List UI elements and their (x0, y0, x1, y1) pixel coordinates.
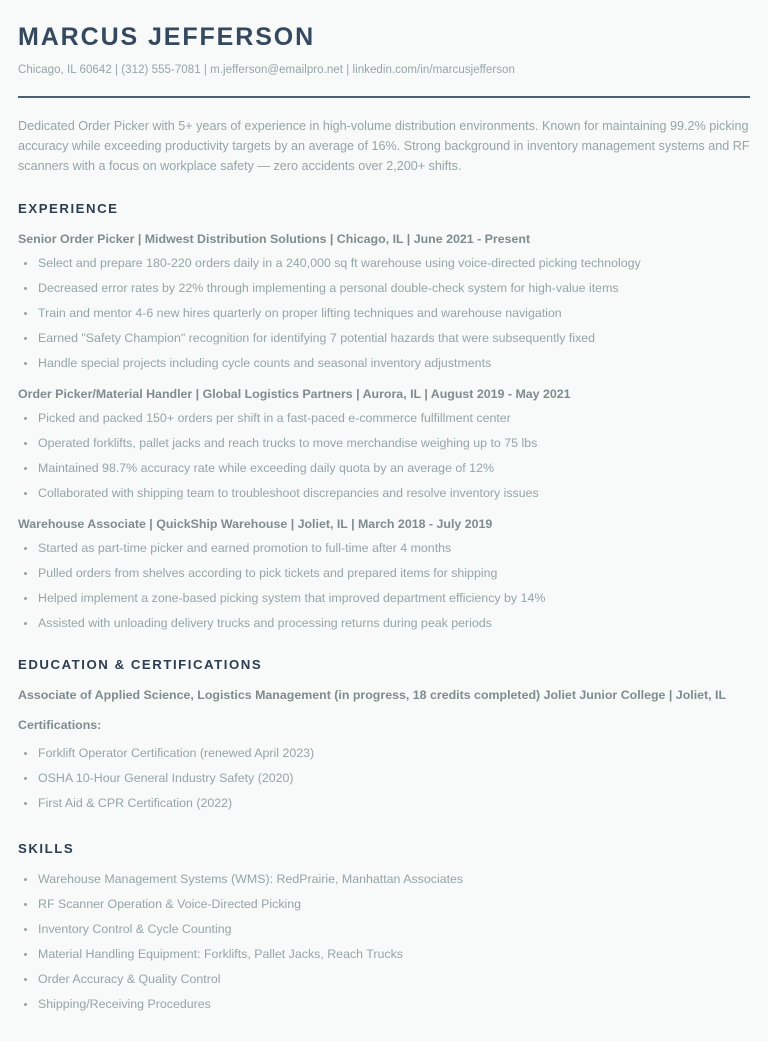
resume-header (18, 22, 750, 98)
list-item: Shipping/Receiving Procedures (18, 996, 750, 1013)
list-item: Order Accuracy & Quality Control (18, 971, 750, 988)
degree-line: Associate of Applied Science, Logistics Management (in progress, 18 credits completed) Joliet Junior College | Joliet, IL (18, 688, 727, 702)
list-item: Material Handling Equipment: Forklifts, Pallet Jacks, Reach Trucks (18, 946, 750, 963)
experience-entry (18, 231, 750, 372)
list-item: Select and prepare 180-220 orders daily in a 240,000 sq ft warehouse using voice-directed picking technology (18, 255, 750, 272)
education-section (18, 656, 750, 812)
list-item: Handle special projects including cycle counts and seasonal inventory adjustments (18, 355, 750, 372)
header-divider (18, 96, 750, 98)
job-heading: Warehouse Associate | QuickShip Warehouse | Joliet, IL | March 2018 - July 2019 (18, 517, 493, 531)
list-item: Inventory Control & Cycle Counting (18, 921, 750, 938)
skills-list (18, 871, 750, 1013)
job-bullet-list (18, 410, 750, 502)
job-heading: Order Picker/Material Handler | Global Logistics Partners | Aurora, IL | August 2019 - May 2021 (18, 387, 571, 401)
experience-entry (18, 516, 750, 632)
list-item: Warehouse Management Systems (WMS): RedPrairie, Manhattan Associates (18, 871, 750, 888)
list-item: Maintained 98.7% accuracy rate while exceeding daily quota by an average of 12% (18, 460, 750, 477)
list-item: Assisted with unloading delivery trucks and processing returns during peak periods (18, 615, 750, 632)
page-title: MARCUS JEFFERSON (18, 23, 316, 51)
section-heading-experience: EXPERIENCE (18, 201, 119, 216)
list-item: Started as part-time picker and earned promotion to full-time after 4 months (18, 540, 750, 557)
job-bullet-list (18, 255, 750, 372)
list-item: RF Scanner Operation & Voice-Directed Picking (18, 896, 750, 913)
job-heading: Senior Order Picker | Midwest Distribution Solutions | Chicago, IL | June 2021 - Present (18, 232, 531, 246)
certifications-list (18, 745, 750, 812)
experience-section (18, 200, 750, 632)
professional-summary: Dedicated Order Picker with 5+ years of experience in high-volume distribution environments. Known for maintaining 99.2% picking accuracy while exceeding productivity targets by an average of 16%. Strong background in inventory management systems and RF scanners with a focus on workplace safety — zero accidents over 2,200+ shifts. (18, 119, 750, 173)
list-item: Forklift Operator Certification (renewed April 2023) (18, 745, 750, 762)
list-item: Earned "Safety Champion" recognition for identifying 7 potential hazards that were subsequently fixed (18, 330, 750, 347)
list-item: Picked and packed 150+ orders per shift in a fast-paced e-commerce fulfillment center (18, 410, 750, 427)
contact-line: Chicago, IL 60642 | (312) 555-7081 | m.jefferson@emailpro.net | linkedin.com/in/marcusjefferson (18, 64, 515, 76)
section-heading-skills: SKILLS (18, 841, 75, 856)
section-heading-education: EDUCATION & CERTIFICATIONS (18, 657, 263, 672)
list-item: Collaborated with shipping team to troubleshoot discrepancies and resolve inventory issues (18, 485, 750, 502)
experience-entry (18, 386, 750, 502)
skills-section (18, 840, 750, 1013)
job-bullet-list (18, 540, 750, 632)
list-item: Decreased error rates by 22% through implementing a personal double-check system for high-value items (18, 280, 750, 297)
list-item: First Aid & CPR Certification (2022) (18, 795, 750, 812)
list-item: OSHA 10-Hour General Industry Safety (2020) (18, 770, 750, 787)
list-item: Pulled orders from shelves according to pick tickets and prepared items for shipping (18, 565, 750, 582)
list-item: Train and mentor 4-6 new hires quarterly on proper lifting techniques and warehouse navigation (18, 305, 750, 322)
certifications-label: Certifications: (18, 718, 102, 732)
list-item: Helped implement a zone-based picking system that improved department efficiency by 14% (18, 590, 750, 607)
list-item: Operated forklifts, pallet jacks and reach trucks to move merchandise weighing up to 75 lbs (18, 435, 750, 452)
